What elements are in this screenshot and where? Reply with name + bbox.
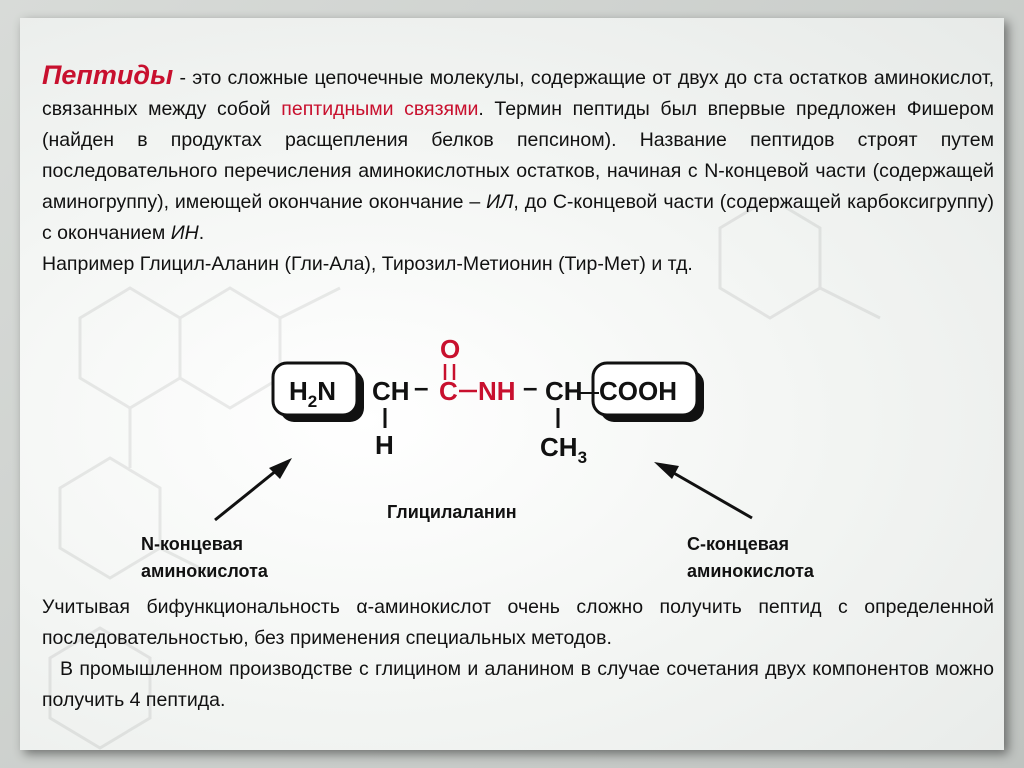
intro-text-a: - это сложные цепочечные молекулы, содержащие от двух до ста остатков аминокислот, связанных между собой <box>42 67 994 120</box>
conclusion-line-2: В промышленном производстве с глицином и аланином в случае сочетания двух компонентов можно получить 4 пептида. <box>42 658 994 711</box>
ch-alanine: CH <box>545 376 583 406</box>
conclusion-line-1: Учитывая бифункциональность α-аминокислот очень сложно получить пептид с определенной последовательностью, без применения специальных методов. <box>42 596 994 649</box>
carboxyl-group: COOH <box>599 376 677 406</box>
methyl-group: $CH_3$ <box>540 432 588 467</box>
conclusion-paragraph <box>42 592 994 716</box>
n-terminal-arrowhead <box>269 458 292 479</box>
amino-group: $H_2N$ <box>289 376 337 411</box>
bond-dash-1: – <box>414 372 429 402</box>
amide-nh: NH <box>478 376 516 406</box>
intro-text-b: . Термин пептиды был впервые предложен Фишером (найден в продуктах расщепления белков пепсином). Название пептидов строят путем последовательного перечисления аминокислотных остатков, начиная с N-концевой части (содержащей аминогруппу), имеющей окончание окончание – <box>42 98 995 213</box>
carbonyl-carbon: C <box>439 376 458 406</box>
conclusion-line-2-wrap <box>42 654 994 716</box>
n-terminal-arrow <box>215 466 282 520</box>
oxygen: O <box>440 334 461 364</box>
c-terminal-label-1: С-концевая <box>687 534 790 554</box>
ch-glycine: CH <box>372 376 410 406</box>
molecule-name: Глицилаланин <box>387 502 517 522</box>
c-terminal-arrowhead <box>654 462 679 479</box>
glycylalanine-formula <box>20 328 1004 588</box>
n-terminal-label-2: аминокислота <box>141 561 268 581</box>
content-panel <box>20 18 1004 750</box>
suffix-in: ИН <box>170 222 199 244</box>
suffix-il: ИЛ <box>486 191 514 213</box>
c-terminal-arrow <box>665 468 752 518</box>
bond-dash-2: – <box>523 372 538 402</box>
intro-paragraph <box>42 60 994 280</box>
intro-text-c: , до С-концевой части (содержащей карбоксигруппу) с окончанием <box>42 191 994 244</box>
hydrogen: H <box>375 430 394 460</box>
term-peptides: Пептиды <box>42 60 174 90</box>
peptide-bonds-highlight: пептидными связями <box>281 98 479 120</box>
example-line: Например Глицил-Аланин (Гли-Ала), Тирозил-Метионин (Тир-Мет) и тд. <box>42 253 693 275</box>
c-terminal-label-2: аминокислота <box>687 561 814 581</box>
intro-text-d: . <box>198 222 205 244</box>
n-terminal-label-1: N-концевая <box>141 534 244 554</box>
